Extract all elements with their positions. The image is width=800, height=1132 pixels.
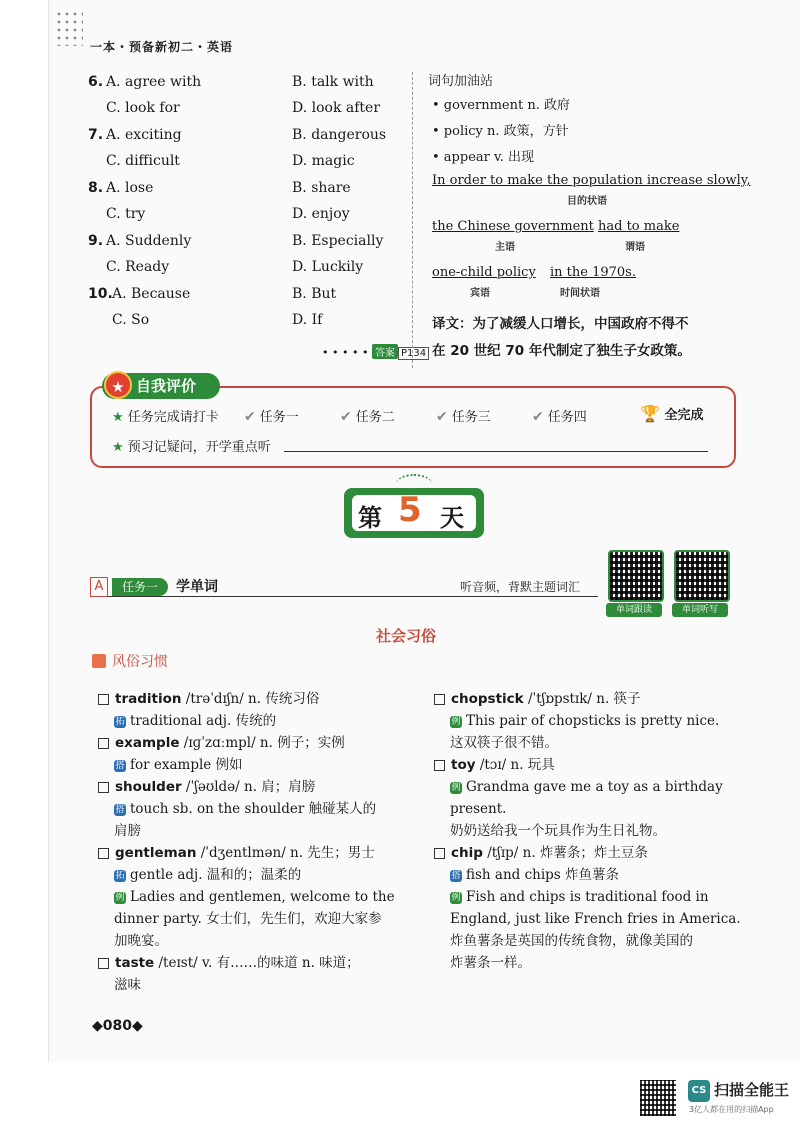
checkbox[interactable] xyxy=(98,848,109,859)
label-purpose: 目的状语 xyxy=(567,196,607,207)
label-time: 时间状语 xyxy=(560,288,600,299)
headword: shoulder xyxy=(115,779,182,795)
self-eval-title: 自我评价 xyxy=(102,373,220,399)
watermark-qr xyxy=(640,1080,676,1116)
vocab-note xyxy=(114,974,141,996)
vocab-note xyxy=(114,886,395,908)
option-a: A. exciting xyxy=(106,127,182,143)
question-line[interactable] xyxy=(284,451,708,452)
column-divider xyxy=(412,72,414,368)
day-number: 5 xyxy=(398,490,422,530)
headword: gentleman xyxy=(115,845,197,861)
vocab-note xyxy=(450,710,719,732)
vocab-entry[interactable] xyxy=(98,732,345,754)
definition: /ˈʃəʊldə/ n. 肩；肩膀 xyxy=(181,779,316,795)
vocab-note xyxy=(450,798,506,820)
vocab-entry[interactable] xyxy=(434,842,648,864)
vocab-government: • government n. 政府 xyxy=(432,98,570,113)
check-icon: ✔ xyxy=(532,409,544,425)
vocab-note xyxy=(450,732,558,754)
answer-page: P134 xyxy=(398,347,429,360)
answer-dots: • • • • • xyxy=(322,346,369,359)
complete-check[interactable]: 🏆 全完成 xyxy=(640,404,704,423)
note-text: 炸鱼薯条是英国的传统食物，就像美国的 xyxy=(450,933,693,949)
option-b: B. dangerous xyxy=(292,127,387,143)
vocab-entry[interactable] xyxy=(98,952,360,974)
qr-label-dictation: 单词听写 xyxy=(672,603,728,617)
note-text: dinner party. 女士们，先生们，欢迎大家参 xyxy=(114,911,382,927)
star-icon: ★ xyxy=(104,371,132,399)
note-text: fish and chips 炸鱼薯条 xyxy=(466,867,620,883)
question-number: 8. xyxy=(88,180,104,196)
task-check-1[interactable]: ✔ 任务一 xyxy=(244,409,299,425)
checkbox[interactable] xyxy=(98,694,109,705)
option-d: D. look after xyxy=(292,100,381,116)
note-icon: 例 xyxy=(451,892,461,903)
option-c: C. Ready xyxy=(106,259,170,275)
translation-line2: 在 20 世纪 70 年代制定了独生子女政策。 xyxy=(432,343,691,359)
vocab-note xyxy=(450,952,531,974)
corner-dots xyxy=(55,10,83,46)
option-b: B. share xyxy=(292,180,351,196)
note-icon: 例 xyxy=(451,716,461,727)
option-c: C. So xyxy=(112,312,150,328)
translation-line1: 译文：为了减缓人口增长，中国政府不得不 xyxy=(432,316,689,332)
page-number: ◆080◆ xyxy=(92,1018,143,1034)
vocab-policy: • policy n. 政策，方针 xyxy=(432,124,569,139)
task-check-2[interactable]: ✔ 任务二 xyxy=(340,409,395,425)
vocab-note xyxy=(450,864,619,886)
definition: /ˈdʒentlmən/ n. 先生；男士 xyxy=(196,845,375,861)
vocab-note xyxy=(450,886,709,908)
vocab-note xyxy=(114,820,141,842)
note-text: 炸薯条一样。 xyxy=(450,955,531,971)
qr-code-read[interactable] xyxy=(608,550,664,602)
checkbox[interactable] xyxy=(434,760,445,771)
definition: /teɪst/ v. 有……的味道 n. 味道； xyxy=(154,955,360,971)
note-text: 滋味 xyxy=(114,977,141,993)
vocab-note xyxy=(114,798,376,820)
note-icon: 搭 xyxy=(451,870,461,881)
vocab-entry[interactable] xyxy=(434,688,641,710)
option-d: D. enjoy xyxy=(292,206,350,222)
option-b: B. But xyxy=(292,286,337,302)
vocab-note xyxy=(114,754,243,776)
header-title: 一本・预备新初二・英语 xyxy=(90,40,234,54)
task-check-3[interactable]: ✔ 任务三 xyxy=(436,409,491,425)
option-b: B. talk with xyxy=(292,74,374,90)
vocab-note xyxy=(450,776,723,798)
vocab-entry[interactable] xyxy=(98,842,375,864)
option-a: A. Suddenly xyxy=(106,233,192,249)
trophy-icon: 🏆 xyxy=(640,404,660,423)
check-icon: ✔ xyxy=(436,409,448,425)
option-d: D. magic xyxy=(292,153,355,169)
headword: example xyxy=(115,735,180,751)
note-text: Grandma gave me a toy as a birthday xyxy=(466,779,723,795)
note-icon: 例 xyxy=(115,892,125,903)
checkbox[interactable] xyxy=(434,694,445,705)
note-icon: 搭 xyxy=(115,760,125,771)
definition: /ɪɡˈzɑːmpl/ n. 例子；实例 xyxy=(179,735,345,751)
option-a: A. agree with xyxy=(106,74,202,90)
option-d: D. If xyxy=(292,312,323,328)
sentence-line1: In order to make the population increase slowly, xyxy=(432,173,751,188)
task-hint: 听音频，背默主题词汇 xyxy=(460,580,581,594)
subsection-title: 风俗习惯 xyxy=(112,654,168,670)
headword: chip xyxy=(451,845,483,861)
note-text: 肩膀 xyxy=(114,823,141,839)
question-number: 9. xyxy=(88,233,104,249)
note-text: touch sb. on the shoulder 触碰某人的 xyxy=(130,801,377,817)
subsection-icon xyxy=(92,654,106,668)
day-pre: 第 xyxy=(358,504,382,532)
vocab-note xyxy=(114,908,382,930)
headword: tradition xyxy=(115,691,182,707)
note-icon: 拓 xyxy=(115,716,125,727)
headword: toy xyxy=(451,757,476,773)
label-subject: 主语 xyxy=(495,242,515,253)
label-object: 宾语 xyxy=(470,288,490,299)
note-icon: 例 xyxy=(451,782,461,793)
note-text: 加晚宴。 xyxy=(114,933,168,949)
green-star-icon: ★ xyxy=(112,410,124,425)
sentence-predicate: had to make xyxy=(598,219,680,234)
task-letter: A xyxy=(90,577,108,597)
eval-row-tasks xyxy=(112,406,219,425)
note-icon: 拓 xyxy=(115,870,125,881)
definition: /tɔɪ/ n. 玩具 xyxy=(475,757,555,773)
note-text: Ladies and gentlemen, welcome to the xyxy=(130,889,395,905)
option-a: A. Because xyxy=(112,286,191,302)
sentence-time: in the 1970s. xyxy=(550,265,636,280)
watermark-logo: CS xyxy=(688,1080,710,1102)
day-label xyxy=(352,490,476,532)
definition: /ˈtʃɒpstɪk/ n. 筷子 xyxy=(523,691,641,707)
option-a: A. lose xyxy=(106,180,154,196)
sentence-subject: the Chinese government xyxy=(432,219,594,234)
vocab-note xyxy=(114,930,168,952)
watermark-sub: 3亿人都在用的扫描App xyxy=(689,1105,774,1114)
definition: /tʃɪp/ n. 炸薯条；炸土豆条 xyxy=(482,845,648,861)
vocab-note xyxy=(450,820,666,842)
watermark-name: 扫描全能王 xyxy=(714,1081,790,1099)
note-text: traditional adj. 传统的 xyxy=(130,713,277,729)
option-b: B. Especially xyxy=(292,233,384,249)
checkbox[interactable] xyxy=(98,782,109,793)
vocab-entry[interactable] xyxy=(98,688,319,710)
sentence-object: one-child policy xyxy=(432,265,536,280)
note-text: for example 例如 xyxy=(130,757,243,773)
note-text: Fish and chips is traditional food in xyxy=(466,889,709,905)
headword: taste xyxy=(115,955,155,971)
note-icon: 搭 xyxy=(115,804,125,815)
qr-code-dictation[interactable] xyxy=(674,550,730,602)
checkbox[interactable] xyxy=(434,848,445,859)
option-c: C. try xyxy=(106,206,146,222)
answer-tag: 答案 xyxy=(372,344,398,359)
checkbox[interactable] xyxy=(98,958,109,969)
sentence-box-title: 词句加油站 xyxy=(428,74,494,89)
day-post: 天 xyxy=(440,504,464,532)
note-text: present. xyxy=(450,801,507,817)
vocab-note xyxy=(114,864,301,886)
headword: chopstick xyxy=(451,691,524,707)
option-c: C. look for xyxy=(106,100,180,116)
note-text: 这双筷子很不错。 xyxy=(450,735,558,751)
qr-label-read: 单词跟读 xyxy=(606,603,662,617)
eval-row-questions xyxy=(112,436,271,455)
vocab-note xyxy=(450,930,693,952)
check-icon: ✔ xyxy=(244,409,256,425)
task-check-4[interactable]: ✔ 任务四 xyxy=(532,409,587,425)
green-star-icon: ★ xyxy=(112,440,124,455)
vocab-entry[interactable] xyxy=(98,776,315,798)
checkbox[interactable] xyxy=(98,738,109,749)
note-text: England, just like French fries in America. xyxy=(450,911,741,927)
label-predicate: 谓语 xyxy=(625,242,645,253)
note-text: 奶奶送给我一个玩具作为生日礼物。 xyxy=(450,823,666,839)
vocab-appear: • appear v. 出现 xyxy=(432,150,535,165)
vocab-note xyxy=(450,908,741,930)
definition: /trəˈdɪʃn/ n. 传统习俗 xyxy=(181,691,320,707)
vocab-note xyxy=(114,710,276,732)
question-number: 10. xyxy=(88,286,113,302)
eval-row1-label: 任务完成请打卡 xyxy=(127,410,219,425)
eval-row2-label: 预习记疑问，开学重点听 xyxy=(127,440,271,455)
task-name: 学单词 xyxy=(176,579,218,595)
option-d: D. Luckily xyxy=(292,259,364,275)
vocab-entry[interactable] xyxy=(434,754,555,776)
check-icon: ✔ xyxy=(340,409,352,425)
note-text: gentle adj. 温和的；温柔的 xyxy=(130,867,302,883)
section-title: 社会习俗 xyxy=(376,627,437,645)
question-number: 6. xyxy=(88,74,104,90)
option-c: C. difficult xyxy=(106,153,180,169)
task-pill: 任务一 xyxy=(112,578,168,596)
question-number: 7. xyxy=(88,127,104,143)
note-text: This pair of chopsticks is pretty nice. xyxy=(466,713,720,729)
